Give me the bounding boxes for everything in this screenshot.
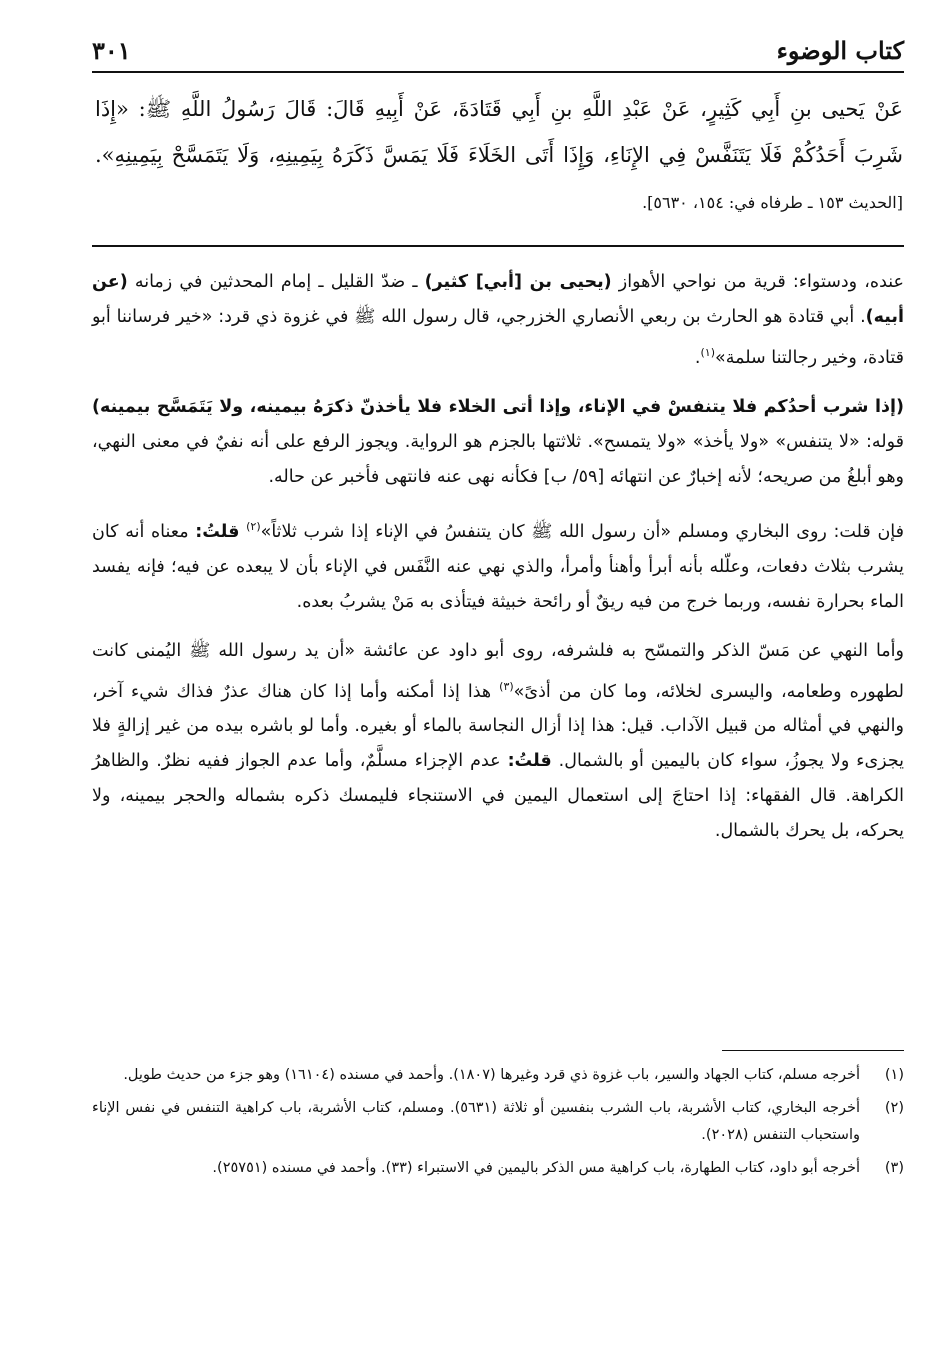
- section-rule: [92, 245, 904, 247]
- hadith-line-1: عَنْ يَحيى بنِ أَبِي كَثِيرٍ، عَنْ عَبْدِ اللَّهِ بنِ أَبِي قَتَادَةَ، عَنْ أَبِيهِ قَالَ: قَالَ رَسُولُ اللَّهِ ﷺ:: [138, 97, 903, 121]
- footnote: [92, 1155, 904, 1182]
- footnote-text: أخرجه أبو داود، كتاب الطهارة، باب كراهية مس الذكر باليمين في الاستبراء (٣٣). وأحمد في مسنده (٢٥٧٥١).: [212, 1160, 860, 1176]
- text-run: وأما النهي عن مَسّ الذكر والتمسّح به فلشرفه، روى أبو داود عن عائشة «أن يد رسول الله ﷺ اليُمنى كانت لطهوره وطعامه، واليسرى لخلائه، وما كان من أذىً»: [92, 640, 904, 702]
- footnote: [92, 1095, 904, 1149]
- footnote-rule: [722, 1050, 904, 1051]
- page-number: ٣٠١: [92, 35, 131, 65]
- text-run: معناه أنه كان يشرب بثلاث دفعات، وعلّله بأنه أبرأ وأهنأ وأمرأ، والذي نهي عنه النَّفَس في الإناء بأن لا يبعده عن فيه؛ فإنه يفسد الماء بحرارة نفسه، وربما خرج من فيه ريقٌ أو رائحة خبيثة فيتأذى به مَنْ يشربُ بعده.: [92, 521, 904, 612]
- footnote-ref[interactable]: (١): [700, 346, 716, 359]
- text-run: عنده، ودستواء: قرية من نواحي الأهواز: [611, 272, 905, 292]
- footnote-ref[interactable]: (٣): [499, 679, 514, 693]
- text-run: . أبي قتادة هو الحارث بن ربعي الأنصاري الخزرجي، قال رسول الله ﷺ في غزوة ذي قرد: «خير فرساننا أبو قتادة، وخير رجالتنا سلمة»: [92, 307, 904, 368]
- hadith-line-2: «إِذَا شَرِبَ أَحَدُكُمْ فَلَا يَتَنَفَّسْ فِي الإِنَاءِ، وَإِذَا أَتَى الخَلَاءَ فَلَا يَمَسَّ ذَكَرَهُ بِيَمِينِهِ، وَلَا: [95, 97, 903, 167]
- bold-run: (يحيى بن [أبي] كثير): [424, 272, 612, 292]
- bold-run: قلتُ:: [195, 521, 240, 542]
- text-run: .: [694, 347, 701, 368]
- footnote: [92, 1062, 904, 1089]
- bold-run: (عن أبيه): [92, 272, 904, 327]
- text-run: قوله: «لا يتنفس» «ولا يأخذ» «ولا يتمسح». ثلاثتها بالجزم هو الرواية. ويجوز الرفع على أنه نفيٌ في معنى النهي، وهو أبلغُ من صريحه؛ لأنه إخبارٌ عن انتهائه [٥٩/ ب] فكأنه نهى عنه فانتهى فأخبر عن حاله.: [92, 431, 904, 487]
- bold-run: قلتُ:: [507, 751, 552, 772]
- text-run: ـ ضدّ القليل ـ إمام المحدثين في زمانه: [127, 272, 425, 292]
- footnote-number: (٣): [884, 1160, 904, 1176]
- bold-run: (إذا شرب أحدُكم فلا يتنفسْ في الإناء، وإذا أتى الخلاء فلا يأخذنّ ذكرَهُ بيمينه، ولا يَتَمَسَّح بيمينه): [92, 396, 904, 417]
- page-header: [92, 32, 904, 68]
- text-run: هذا إذا أمكنه وأما إذا كان هناك عذرٌ فذاك شيء آخر، والنهي في أمثاله من قبيل الآداب. قيل: هذا إذا أزال النجاسة بالماء أو بغيره. وأما لو باشره بيده من غير إزالةٍ فلا يجزىء ولا يجوزُ، سواء كان باليمين أو بالشمال.: [92, 681, 904, 772]
- chapter-title: كتاب الوضوء: [776, 35, 904, 65]
- commentary-paragraph-1: [92, 265, 904, 376]
- footnote-number: (١): [884, 1067, 904, 1083]
- footnotes: [92, 1062, 904, 1188]
- footnote-number: (٢): [884, 1100, 904, 1116]
- footnote-text: أخرجه مسلم، كتاب الجهاد والسير، باب غزوة ذي قرد وغيرها (١٨٠٧). وأحمد في مسنده (١٦١٠٤) وهو جزء من حديث طويل.: [123, 1067, 860, 1083]
- hadith-line-3: يَتَمَسَّحْ بِيَمِينِهِ».: [95, 143, 229, 167]
- footnote-ref[interactable]: (٢): [246, 519, 261, 533]
- footnote-text: أخرجه البخاري، كتاب الأشربة، باب الشرب بنفسين أو ثلاثة (٥٦٣١). ومسلم، كتاب الأشربة، باب كراهية التنفس في نفس الإناء واستحباب التنفس (٢٠٢٨).: [92, 1100, 860, 1143]
- commentary: [92, 265, 904, 863]
- hadith-text: [95, 86, 903, 226]
- text-run: فإن قلت: روى البخاري ومسلم «أن رسول الله ﷺ كان يتنفسُ في الإناء إذا شرب ثلاثاً»: [260, 521, 905, 542]
- text-run: عدم الإجزاء مسلَّمٌ، وأما عدم الجواز ففيه نظرٌ. والظاهرُ الكراهة. قال الفقهاء: إذا احتاجَ إلى استعمال اليمين في الاستنجاء فليمسك ذكره بشماله والحجر بيمينه، ولا يحركه، بل يحرك بالشمال.: [92, 751, 904, 842]
- commentary-paragraph-3: [92, 509, 904, 620]
- header-rule: [92, 71, 904, 73]
- commentary-paragraph-2: [92, 390, 904, 495]
- commentary-paragraph-4: [92, 634, 904, 850]
- hadith-reference: [الحديث ١٥٣ ـ طرفاه في: ١٥٤، ٥٦٣٠].: [642, 193, 903, 212]
